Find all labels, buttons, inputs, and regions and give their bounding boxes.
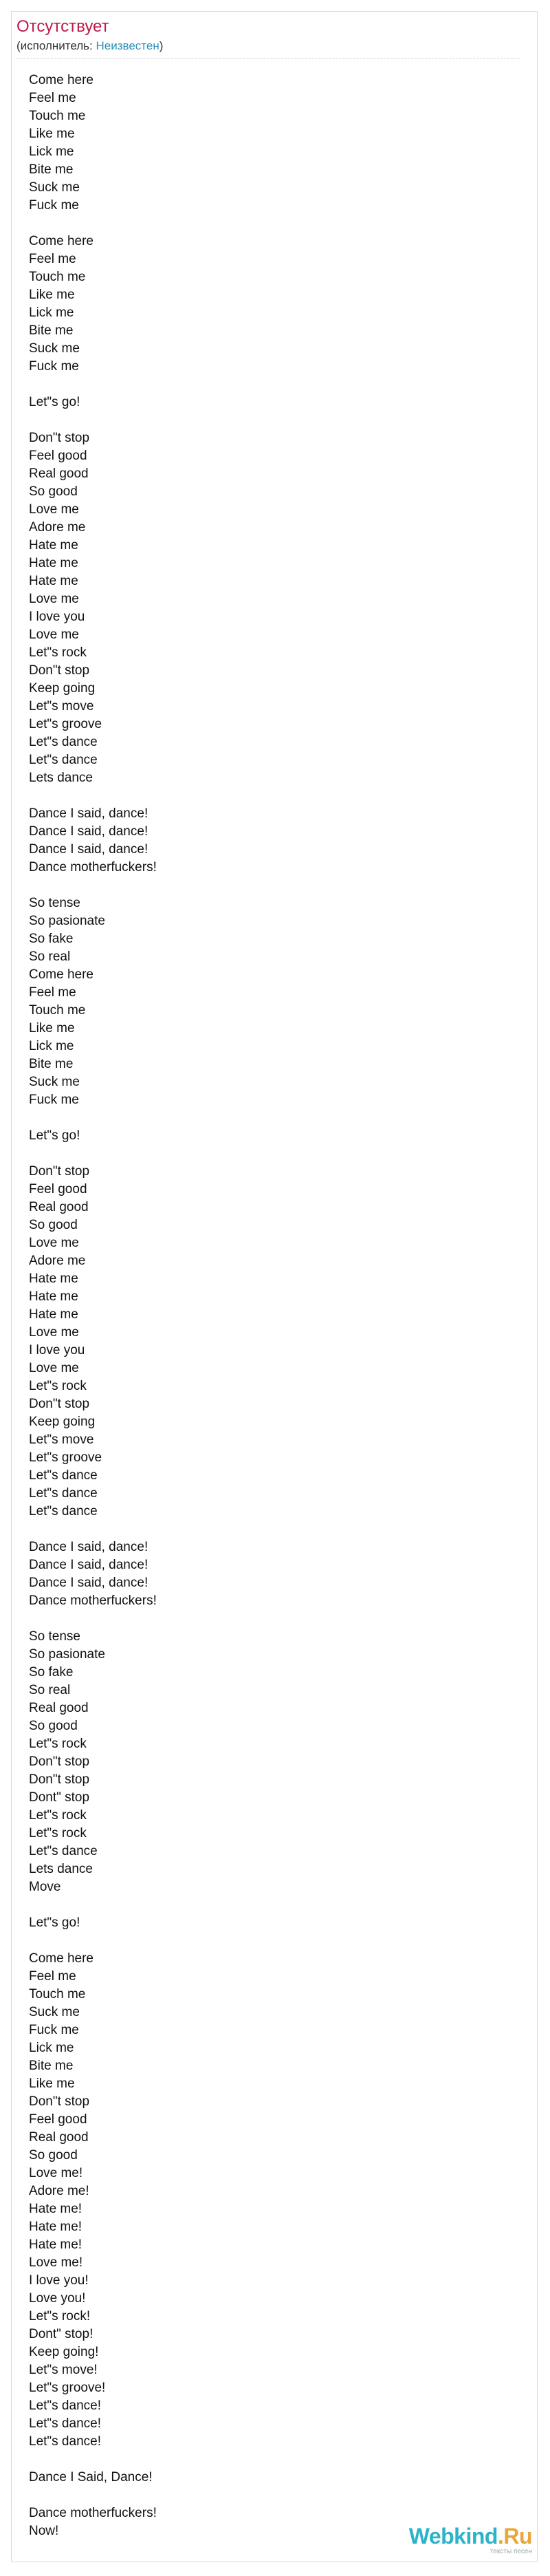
lyrics-stanza xyxy=(29,2469,510,2487)
lyrics-line: Feel me xyxy=(29,1969,76,1984)
lyrics-line: Hate me xyxy=(29,574,78,588)
lyrics-line: Hate me xyxy=(29,1307,78,1322)
lyrics-line: Don"t stop xyxy=(29,2094,90,2109)
lyrics-line: Let"s move xyxy=(29,699,94,713)
lyrics-line: Lets dance xyxy=(29,771,93,785)
lyrics-line: Bite me xyxy=(29,323,74,338)
lyrics-line: Now! xyxy=(29,2524,59,2538)
lyrics-line: Suck me xyxy=(29,1075,80,1089)
lyrics-line: Bite me xyxy=(29,1057,74,1071)
lyrics-line: Hate me xyxy=(29,1271,78,1286)
lyrics-line: So pasionate xyxy=(29,914,105,928)
lyrics-line: Dance I Said, Dance! xyxy=(29,2470,153,2484)
lyrics-line: Fuck me xyxy=(29,198,79,213)
lyrics-stanza xyxy=(29,1950,510,2451)
lyrics-line: I love you xyxy=(29,610,85,624)
lyrics-line: Dance I said, dance! xyxy=(29,806,148,821)
lyrics-stanza xyxy=(29,805,510,877)
lyrics-line: Let"s groove! xyxy=(29,2381,106,2395)
lyrics-line: Let"s rock xyxy=(29,1737,87,1751)
lyrics-line: Let"s dance! xyxy=(29,2434,101,2449)
lyrics-line: Love me xyxy=(29,502,79,517)
lyrics-line: Love you! xyxy=(29,2291,86,2306)
lyrics-line: Like me xyxy=(29,2076,75,2091)
lyrics-line: Hate me xyxy=(29,556,78,570)
lyrics-line: Fuck me xyxy=(29,2023,79,2037)
lyrics-line: Suck me xyxy=(29,2005,80,2019)
lyrics-line: I love you! xyxy=(29,2273,89,2288)
lyrics-stanza xyxy=(29,894,510,1109)
artist-line xyxy=(16,39,163,54)
lyrics-line: Come here xyxy=(29,234,94,248)
lyrics-stanza xyxy=(29,1538,510,1610)
lyrics-stanza xyxy=(29,233,510,376)
lyrics-line: Let"s dance xyxy=(29,1468,98,1483)
lyrics-line: Love me xyxy=(29,1236,79,1250)
lyrics-line: Feel good xyxy=(29,2112,87,2127)
lyrics-line: Feel good xyxy=(29,449,87,463)
lyrics-stanza xyxy=(29,1163,510,1521)
lyrics-line: Don"t stop xyxy=(29,1772,90,1787)
lyrics-line: Touch me xyxy=(29,1003,86,1018)
lyrics-line: Let"s rock xyxy=(29,1808,87,1823)
logo-tld: .Ru xyxy=(497,2524,532,2548)
lyrics-line: So tense xyxy=(29,1629,80,1644)
lyrics-stanza xyxy=(29,1628,510,1896)
lyrics-line: Hate me! xyxy=(29,2237,82,2252)
lyrics-line: So tense xyxy=(29,896,80,910)
lyrics-line: Adore me xyxy=(29,1254,86,1268)
lyrics-line: Dance I said, dance! xyxy=(29,1558,148,1572)
lyrics-line: Let"s rock xyxy=(29,1379,87,1393)
logo-tagline: тексты песен xyxy=(490,2548,532,2555)
lyrics-line: Let"s groove xyxy=(29,1450,102,1465)
lyrics-line: Let"s dance xyxy=(29,1504,98,1518)
lyrics-line: Feel me xyxy=(29,985,76,1000)
lyrics-line: So fake xyxy=(29,932,74,946)
lyrics-line: Hate me xyxy=(29,1289,78,1304)
lyrics-line: Let"s go! xyxy=(29,395,80,409)
lyrics-line: Hate me! xyxy=(29,2220,82,2234)
lyrics-line: So good xyxy=(29,1218,78,1232)
lyrics-line: Let"s groove xyxy=(29,717,102,731)
lyrics-line: Lets dance xyxy=(29,1862,93,1876)
lyrics-line: Love me xyxy=(29,1325,79,1340)
lyrics-line: Like me xyxy=(29,127,75,141)
lyrics-line: Come here xyxy=(29,73,94,87)
lyrics-line: Like me xyxy=(29,1021,75,1035)
lyrics-line: Lick me xyxy=(29,2041,74,2055)
lyrics-line: Suck me xyxy=(29,341,80,356)
lyrics-line: Don"t stop xyxy=(29,431,90,445)
lyrics-line: Let"s dance xyxy=(29,735,98,749)
lyrics-line: Dance I said, dance! xyxy=(29,842,148,857)
lyrics-line: Bite me xyxy=(29,2059,74,2073)
lyrics-line: So fake xyxy=(29,1665,74,1679)
lyrics-stanza xyxy=(29,429,510,787)
lyrics-line: Let"s move! xyxy=(29,2363,98,2377)
lyrics-line: Real good xyxy=(29,1701,89,1715)
logo-wordmark xyxy=(409,2524,532,2548)
lyrics-line: Real good xyxy=(29,1200,89,1214)
lyrics-line: Adore me xyxy=(29,520,86,535)
lyrics-line: Hate me xyxy=(29,538,78,552)
lyrics-line: Lick me xyxy=(29,1039,74,1053)
lyrics-line: Come here xyxy=(29,1951,94,1966)
lyrics-line: Let"s dance! xyxy=(29,2398,101,2413)
lyrics-line: Dance I said, dance! xyxy=(29,824,148,839)
lyrics-line: Fuck me xyxy=(29,1093,79,1107)
lyrics-line: Keep going xyxy=(29,681,96,696)
lyrics-stanza xyxy=(29,72,510,215)
lyrics-line: Feel good xyxy=(29,1182,87,1196)
lyrics-line: Love me! xyxy=(29,2166,83,2180)
lyrics-line: Let"s dance xyxy=(29,753,98,767)
lyrics-stanza xyxy=(29,1127,510,1145)
lyrics-line: Move xyxy=(29,1880,61,1894)
lyrics-line: Don"t stop xyxy=(29,1397,90,1411)
lyrics-line: Suck me xyxy=(29,180,80,195)
lyrics-stanza xyxy=(29,1914,510,1932)
lyrics-line: Let"s rock xyxy=(29,1826,87,1840)
lyrics-line: Adore me! xyxy=(29,2184,89,2198)
lyrics-line: Real good xyxy=(29,466,89,481)
lyrics-line: Don"t stop xyxy=(29,1754,90,1769)
lyrics-line: Dance motherfuckers! xyxy=(29,1593,157,1608)
lyrics-line: So real xyxy=(29,949,71,964)
lyrics-line: Touch me xyxy=(29,1987,86,2001)
lyrics-line: Keep going! xyxy=(29,2345,99,2359)
lyrics-line: Dance motherfuckers! xyxy=(29,2506,157,2520)
lyrics-line: Let"s go! xyxy=(29,1915,80,1930)
lyrics-line: Bite me xyxy=(29,162,74,177)
lyrics-line: Love me xyxy=(29,592,79,606)
lyrics-line: Real good xyxy=(29,2130,89,2145)
lyrics-line: Dance motherfuckers! xyxy=(29,860,157,874)
lyrics-line: Let"s move xyxy=(29,1432,94,1447)
logo-name: Webkind xyxy=(408,2524,498,2548)
lyrics-line: Keep going xyxy=(29,1415,96,1429)
lyrics-line: Touch me xyxy=(29,270,86,284)
lyrics-line: Love me xyxy=(29,1361,79,1375)
lyrics-line: Lick me xyxy=(29,144,74,159)
lyrics-line: Like me xyxy=(29,288,75,302)
lyrics-line: Let"s dance xyxy=(29,1486,98,1501)
lyrics-line: Dont" stop xyxy=(29,1790,90,1805)
lyrics-line: Dont" stop! xyxy=(29,2327,94,2341)
lyrics-line: Touch me xyxy=(29,109,86,123)
artist-link[interactable]: Неизвестен xyxy=(96,39,160,52)
artist-suffix: ) xyxy=(159,39,164,52)
site-logo[interactable] xyxy=(409,2525,532,2555)
lyrics-line: Feel me xyxy=(29,91,76,105)
lyrics-stanza xyxy=(29,394,510,411)
lyrics-line: Let"s rock xyxy=(29,645,87,660)
lyrics-line: Come here xyxy=(29,967,94,982)
lyrics-body xyxy=(29,72,510,2558)
lyrics-line: Let"s rock! xyxy=(29,2309,91,2323)
lyrics-line: So pasionate xyxy=(29,1647,105,1662)
lyrics-line: Let"s dance! xyxy=(29,2416,101,2431)
lyrics-line: Don"t stop xyxy=(29,1164,90,1179)
song-title: Отсутствует xyxy=(16,17,109,36)
lyrics-line: Love me xyxy=(29,627,79,642)
lyrics-line: Hate me! xyxy=(29,2202,82,2216)
lyrics-line: Lick me xyxy=(29,305,74,320)
lyrics-line: Let"s dance xyxy=(29,1844,98,1858)
lyrics-line: Love me! xyxy=(29,2255,83,2270)
lyrics-line: Dance I said, dance! xyxy=(29,1576,148,1590)
lyrics-line: Don"t stop xyxy=(29,663,90,678)
lyrics-line: So good xyxy=(29,1719,78,1733)
lyrics-line: So good xyxy=(29,484,78,499)
lyrics-line: Let"s go! xyxy=(29,1128,80,1143)
lyrics-line: I love you xyxy=(29,1343,85,1357)
lyrics-line: Feel me xyxy=(29,252,76,266)
artist-prefix: (исполнитель: xyxy=(16,39,96,52)
lyrics-line: So good xyxy=(29,2148,78,2162)
lyrics-line: Fuck me xyxy=(29,359,79,374)
lyrics-line: Dance I said, dance! xyxy=(29,1540,148,1554)
lyrics-line: So real xyxy=(29,1683,71,1697)
